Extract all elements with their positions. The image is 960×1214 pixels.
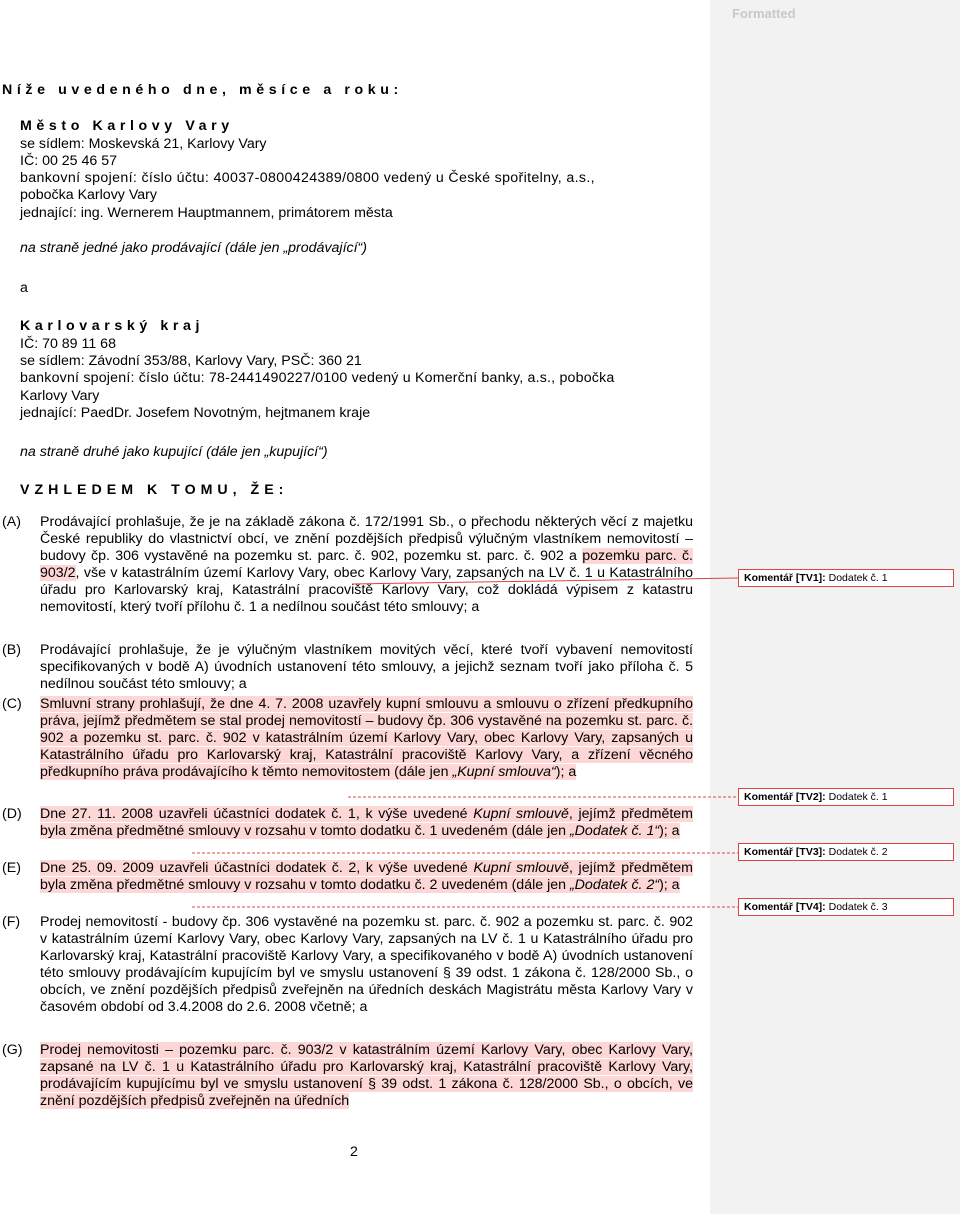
margin-title: Formatted [732,6,796,21]
whereas-heading: VZHLEDEM K TOMU, ŽE: [20,482,289,498]
seller-bank: bankovní spojení: číslo účtu: 40037-0800424389/0800 vedený u České spořitelny, a.s., [20,170,595,186]
comment-tv2[interactable]: Komentář [TV2]: Dodatek č. 1 [738,788,954,806]
clause-d: Dne 27. 11. 2008 uzavřeli účastníci dodatek č. 1, k výše uvedené Kupní smlouvě, jejímž předmětem byla změna předmětné smlouvy v rozsahu v tomto dodatku č. 1 uvedeném (dále jen „Dodatek č. 1“); a [40,806,693,839]
seller-representative: jednající: ing. Wernerem Hauptmannem, primátorem města [20,205,393,221]
clause-c-term: „Kupní smlouva“ [452,764,556,780]
comment-tv1[interactable]: Komentář [TV1]: Dodatek č. 1 [738,569,954,587]
seller-role-term: „prodávající“ [283,240,363,256]
clause-f: Prodej nemovitostí - budovy čp. 306 vystavěné na pozemku st. parc. č. 902 a pozemku st. parc. č. 902 v katastrálním území Karlovy Vary, obec Karlovy Vary, zapsaných na LV č. 1 u Katastrálního úřadu pro Karlovarský kraj, Katastrální pracoviště Karlovy Vary, a specifikovaného v bodě A) úvodních ustanovení této smlouvy prodávajícím kupujícím byl ve smyslu ustanovení § 39 odst. 1 zákona č. 128/2000 Sb., o obcích, ve znění pozdějších předpisů zveřejněn na úředních deskách Magistrátu města Karlovy Vary v časovém období od 3.4.2008 do 2.6. 2008 včetně; a [40,914,693,1015]
seller-role: na straně jedné jako prodávající (dále jen „prodávající“) [20,240,368,256]
clause-a-label: (A) [2,514,21,530]
buyer-bank: bankovní spojení: číslo účtu: 78-2441490227/0100 vedený u Komerční banky, a.s., pobočka [20,370,615,386]
seller-ico: IČ: 00 25 46 57 [20,153,118,169]
clause-d-term2: „Dodatek č. 1“ [569,823,660,839]
clause-g: Prodej nemovitosti – pozemku parc. č. 903/2 v katastrálním území Karlovy Vary, obec Karlovy Vary, zapsané na LV č. 1 u Katastrálního úřadu pro Karlovarský kraj, Katastrální pracoviště Karlovy Vary, prodávajícím kupujícímu byl ve smyslu ustanovení § 39 odst. 1 zákona č. 128/2000 Sb., o obcích, ve znění pozdějších předpisů zveřejněn na úředních [40,1042,693,1109]
clause-f-label: (F) [2,914,21,930]
clause-d-term1: Kupní smlouvě [473,806,569,822]
clause-a: Prodávající prohlašuje, že je na základě zákona č. 172/1991 Sb., o přechodu některých věcí z majetku České republiky do vlastnictví obcí, ve znění pozdějších předpisů výlučným vlastníkem nemovitostí – budovy čp. 306 vystavěné na pozemku st. parc. č. 902, pozemku st. parc. č. 902 a pozemku parc. č. 903/2, vše v katastrálním území Karlovy Vary, obec Karlovy Vary, zapsaných na LV č. 1 u Katastrálního úřadu pro Karlovarský kraj, Katastrální pracoviště Karlovy Vary, což dokládá výpisem z katastru nemovitostí, který tvoří přílohu č. 1 a nedílnou součást této smlouvy; a [40,514,693,615]
buyer-address: se sídlem: Závodní 353/88, Karlovy Vary, PSČ: 360 21 [20,353,362,369]
clause-c-label: (C) [2,696,22,712]
comment-tv3[interactable]: Komentář [TV3]: Dodatek č. 2 [738,843,954,861]
page-number: 2 [350,1144,358,1160]
buyer-representative: jednající: PaedDr. Josefem Novotným, hejtmanem kraje [20,405,371,421]
seller-address: se sídlem: Moskevská 21, Karlovy Vary [20,136,267,152]
buyer-name: Karlovarský kraj [20,318,205,334]
buyer-role: na straně druhé jako kupující (dále jen „kupující“) [20,444,328,460]
seller-branch: pobočka Karlovy Vary [20,187,157,203]
clause-d-label: (D) [2,806,22,822]
clause-b: Prodávající prohlašuje, že je výlučným vlastníkem movitých věcí, které tvoří vybavení nemovitostí specifikovaných v bodě A) úvodních ustanovení této smlouvy, a jejichž seznam tvoří jako příloha č. 5 nedílnou součást této smlouvy; a [40,642,693,692]
clause-e-label: (E) [2,860,21,876]
seller-name: Město Karlovy Vary [20,118,234,134]
comment-connector-1 [352,578,738,584]
clause-c: Smluvní strany prohlašují, že dne 4. 7. 2008 uzavřely kupní smlouvu a smlouvu o zřízení předkupního práva, jejímž předmětem se stal prodej nemovitostí – budovy čp. 306 vystavěné na pozemku st. parc. č. 902 a pozemku st. parc. č. 902 v katastrálním území Karlovy Vary, obec Karlovy Vary, zapsaných u Katastrálního úřadu pro Karlovarský kraj, Katastrální pracoviště Karlovy Vary, a zřízení věcného předkupního práva prodávajícího k těmto nemovitostem (dále jen „Kupní smlouva“); a [40,696,693,780]
opening-heading: Níže uvedeného dne, měsíce a roku: [2,82,403,98]
buyer-branch: Karlovy Vary [20,388,100,404]
buyer-ico: IČ: 70 89 11 68 [20,336,116,352]
clause-g-label: (G) [2,1042,23,1058]
clause-e-term1: Kupní smlouvě [473,860,569,876]
clause-a-highlight: pozemku parc. č. 903/2 [40,548,693,581]
comment-tv4[interactable]: Komentář [TV4]: Dodatek č. 3 [738,898,954,916]
and-connector: a [20,280,28,296]
clause-e-term2: „Dodatek č. 2“ [569,877,660,893]
clause-b-label: (B) [2,642,21,658]
buyer-role-term: „kupující“ [264,444,323,460]
clause-e: Dne 25. 09. 2009 uzavřeli účastníci dodatek č. 2, k výše uvedené Kupní smlouvě, jejímž předmětem byla změna předmětné smlouvy v rozsahu v tomto dodatku č. 2 uvedeném (dále jen „Dodatek č. 2“); a [40,860,693,893]
